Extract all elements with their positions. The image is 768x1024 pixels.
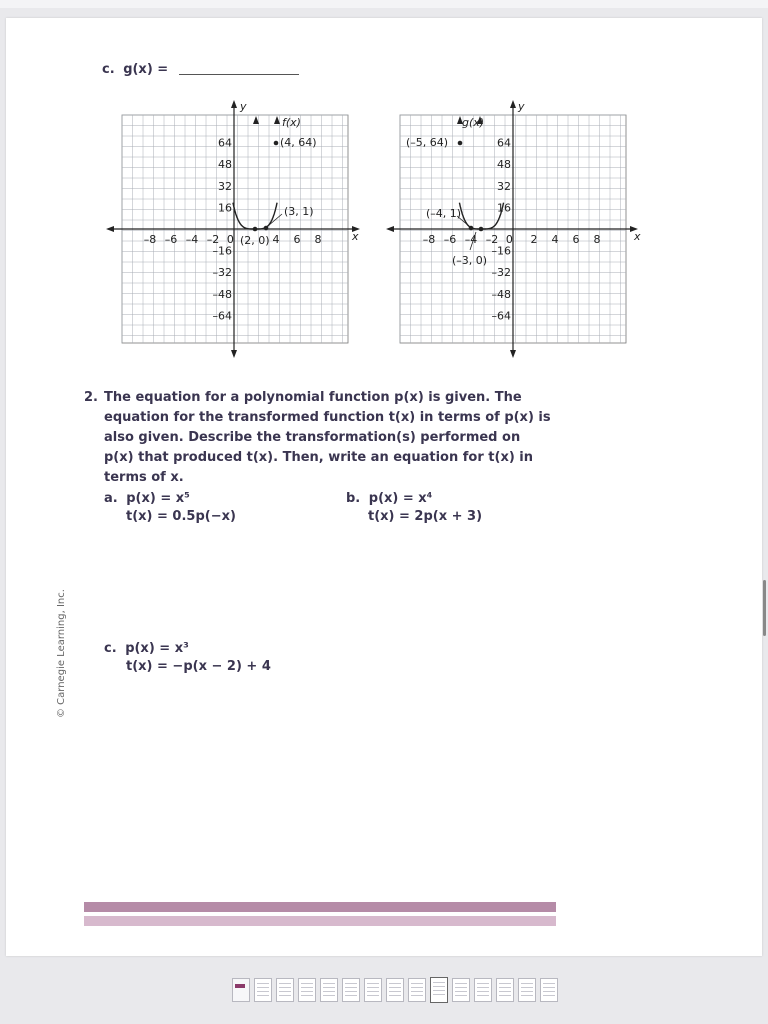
x-tick-label: –2 [206, 233, 220, 246]
page-thumbnail[interactable] [364, 978, 382, 1002]
question-c-label: c. [102, 62, 115, 77]
x-tick-label: 2 [530, 233, 538, 246]
left-x-arrow-left [106, 226, 114, 232]
part-b-label: b. [346, 491, 361, 506]
page-thumbnail[interactable] [452, 978, 470, 1002]
left-point-3-1 [264, 226, 269, 231]
part-c [104, 640, 271, 676]
page-thumbnail[interactable] [276, 978, 294, 1002]
right-x-label: x [634, 230, 641, 243]
part-a-t: t(x) = 0.5p(−x) [126, 509, 236, 524]
y-tick-label: –64 [491, 309, 511, 323]
page-thumbnail[interactable] [298, 978, 316, 1002]
part-c-p: p(x) = x³ [125, 641, 189, 656]
y-tick-label: 64 [218, 136, 232, 150]
x-tick-label: 6 [572, 233, 580, 246]
right-y-label: y [518, 100, 525, 113]
y-tick-label: –32 [491, 266, 511, 280]
x-tick-label: –4 [185, 233, 199, 246]
x-tick-label: 4 [272, 233, 280, 246]
top-toolbar-strip [0, 0, 768, 8]
footer-bar-dark [84, 902, 556, 912]
question-2-text: The equation for a polynomial function p(x) is given. The equation for the transformed function t(x) in terms of p(x) is also given. Describe the transformation(s) performed on p(x) that produced t(x). Then, write an equation for t(x) in terms of x. [104, 390, 551, 485]
page-thumbnail[interactable] [342, 978, 360, 1002]
right-point-m4-1 [469, 226, 474, 231]
part-b-p: p(x) = x⁴ [368, 491, 433, 506]
y-tick-label: 48 [497, 158, 511, 172]
x-tick-label: 6 [293, 233, 301, 246]
page-thumbnail[interactable] [232, 978, 250, 1002]
x-tick-label: 0 [505, 233, 513, 246]
left-y-label: y [240, 100, 247, 113]
x-tick-label: –4 [464, 233, 478, 246]
page-thumbnail[interactable] [474, 978, 492, 1002]
y-tick-label: 16 [218, 201, 232, 215]
y-tick-label: –48 [491, 287, 511, 301]
y-tick-label: –16 [212, 244, 232, 258]
right-x-tick-labels [423, 233, 601, 246]
part-a [104, 490, 236, 526]
y-tick-label: 16 [497, 201, 511, 215]
copyright-vertical: © Carnegie Learning, Inc. [56, 589, 67, 718]
right-point-m3-0-label: (–3, 0) [452, 254, 488, 267]
x-tick-label: 8 [314, 233, 322, 246]
footer-bar-light [84, 916, 556, 926]
left-curve-label: f(x) [282, 116, 301, 129]
left-x-tick-labels [144, 233, 322, 246]
page-thumbnail[interactable] [540, 978, 558, 1002]
left-x-label: x [352, 230, 359, 243]
left-curve-arrow-right [274, 116, 280, 124]
right-y-arrow-down [510, 350, 516, 358]
x-tick-label: 0 [226, 233, 234, 246]
page-thumbnail[interactable] [386, 978, 404, 1002]
y-tick-label: –64 [212, 309, 232, 323]
x-tick-label: –2 [485, 233, 499, 246]
left-point-3-1-label: (3, 1) [284, 205, 314, 218]
part-a-p: p(x) = x⁵ [126, 491, 190, 506]
y-tick-label: 32 [218, 179, 232, 193]
right-curve-label: g(x) [462, 116, 485, 129]
y-tick-label: –16 [491, 244, 511, 258]
page-thumbnail[interactable] [254, 978, 272, 1002]
x-tick-label: 8 [593, 233, 601, 246]
right-x-arrow-left [386, 226, 394, 232]
right-point-m5-64-label: (–5, 64) [406, 136, 449, 149]
left-point-4-64 [274, 141, 279, 146]
left-y-arrow-down [231, 350, 237, 358]
y-tick-label: 48 [218, 158, 232, 172]
right-y-arrow-up [510, 100, 516, 108]
part-c-t: t(x) = −p(x − 2) + 4 [126, 659, 271, 674]
left-curve-arrow-left [253, 116, 259, 124]
left-point-2-0 [253, 227, 258, 232]
document-page [6, 18, 762, 956]
question-c-text: g(x) = [123, 62, 169, 77]
question-2-number: 2. [84, 390, 98, 405]
left-point-4-64-label: (4, 64) [280, 136, 317, 149]
x-tick-label: –6 [443, 233, 457, 246]
y-tick-label: 32 [497, 179, 511, 193]
left-y-arrow-up [231, 100, 237, 108]
page-thumbnail[interactable] [408, 978, 426, 1002]
y-tick-label: –32 [212, 266, 232, 280]
page-thumbnail[interactable] [320, 978, 338, 1002]
x-tick-label: 4 [551, 233, 559, 246]
graphs-container [6, 18, 762, 378]
right-point-m5-64 [458, 141, 463, 146]
part-a-label: a. [104, 491, 118, 506]
scrollbar-thumb[interactable] [763, 580, 766, 636]
question-2 [84, 388, 554, 488]
part-c-label: c. [104, 641, 117, 656]
part-b-t: t(x) = 2p(x + 3) [368, 509, 483, 524]
page-thumbnail[interactable] [518, 978, 536, 1002]
right-point-m4-1-label: (–4, 1) [426, 207, 462, 220]
x-tick-label: –6 [164, 233, 178, 246]
y-tick-label: –48 [212, 287, 232, 301]
x-tick-label: –8 [422, 233, 436, 246]
part-b [346, 490, 482, 526]
page-thumbnail[interactable] [430, 977, 448, 1003]
y-tick-label: 64 [497, 136, 511, 150]
right-point-m3-0 [479, 227, 484, 232]
graphs-svg [6, 18, 762, 378]
page-thumbnail[interactable] [496, 978, 514, 1002]
x-tick-label: –8 [143, 233, 157, 246]
page-thumbnail-strip [232, 978, 558, 1004]
left-curve-f [233, 203, 277, 229]
left-point-2-0-label: (2, 0) [240, 234, 270, 247]
